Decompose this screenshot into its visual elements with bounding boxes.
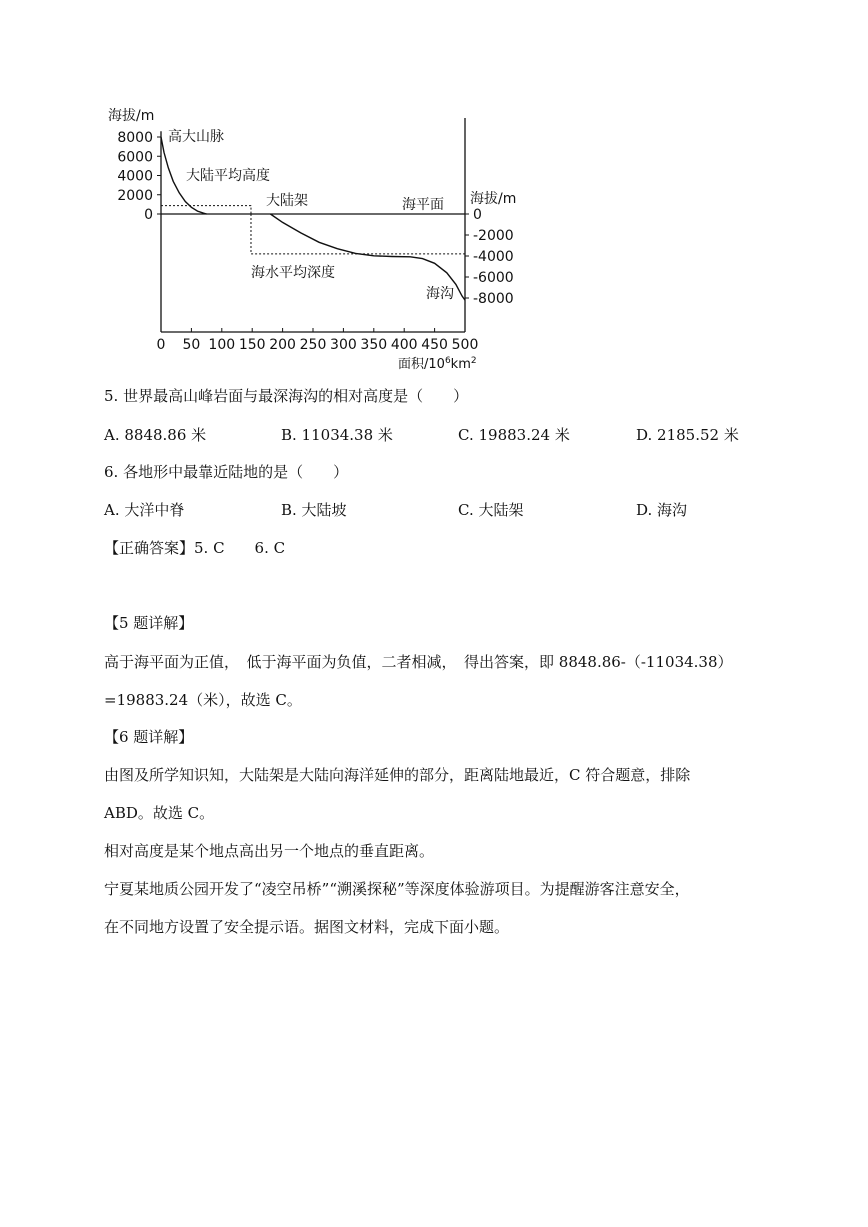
- q5-option-c: C. 19883.24 米: [458, 426, 570, 444]
- y-left-tick-label: 4000: [117, 168, 153, 185]
- y-left-tick-label: 0: [144, 207, 153, 223]
- q5-option-b: B. 11034.38 米: [281, 426, 393, 444]
- intro-line1: 宁夏某地质公园开发了“凌空吊桥”“溯溪探秘”等深度体验游项目。为提醒游客注意安全，: [104, 880, 690, 898]
- q6-option-b: B. 大陆坡: [281, 501, 347, 519]
- label-sea-level: 海平面: [402, 197, 444, 213]
- x-tick-label: 250: [299, 337, 327, 353]
- x-tick-label: 350: [360, 337, 388, 353]
- y-left-tick-label: 8000: [117, 130, 153, 146]
- q6-option-a: A. 大洋中脊: [104, 501, 185, 519]
- q6-option-d: D. 海沟: [636, 501, 688, 519]
- detail5-title: 【5 题详解】: [104, 614, 194, 632]
- detail6-line2: ABD。故选 C。: [104, 804, 215, 822]
- x-tick-label: 0: [156, 337, 166, 353]
- label-shelf: 大陆架: [266, 193, 308, 209]
- y-right-tick-label: -2000: [473, 228, 514, 244]
- label-trench: 海沟: [426, 286, 454, 302]
- x-tick-label: 300: [330, 337, 357, 353]
- elevation-chart-svg: [100, 100, 520, 380]
- x-tick-label: 450: [421, 337, 448, 353]
- y-right-tick-label: -6000: [473, 270, 514, 286]
- elevation-chart: [100, 100, 520, 380]
- y-left-label: 海拔/m: [108, 108, 155, 124]
- q5-option-a: A. 8848.86 米: [104, 426, 207, 444]
- y-right-tick-label: -4000: [473, 249, 514, 265]
- x-tick-label: 100: [208, 337, 236, 353]
- q5-stem: 5. 世界最高山峰岩面与最深海沟的相对高度是（ ）: [104, 387, 469, 405]
- q6-stem: 6. 各地形中最靠近陆地的是（ ）: [104, 463, 349, 481]
- x-axis-label: 面积$/10^6km^2$: [398, 356, 477, 372]
- y-right-tick-label: 0: [473, 207, 482, 223]
- detail5-line1: 高于海平面为正值， 低于海平面为负值，二者相减， 得出答案，即 8848.86-（-11034.38）: [104, 653, 733, 671]
- label-avg-land: 大陆平均高度: [186, 168, 270, 184]
- label-avg-sea: 海水平均深度: [251, 265, 335, 281]
- y-left-tick-label: 2000: [117, 187, 153, 204]
- x-tick-label: 500: [451, 337, 479, 353]
- x-tick-label: 50: [182, 337, 201, 353]
- detail5-line2: =19883.24（米），故选 C。: [104, 691, 302, 709]
- correct-answer: 【正确答案】5. C 6. C: [104, 539, 286, 557]
- detail6-line3: 相对高度是某个地点高出另一个地点的垂直距离。: [104, 842, 435, 860]
- y-left-tick-label: 6000: [117, 149, 153, 166]
- y-right-tick-label: -8000: [473, 291, 514, 307]
- q5-option-d: D. 2185.52 米: [636, 426, 739, 444]
- x-tick-label: 200: [269, 337, 296, 353]
- detail6-title: 【6 题详解】: [104, 728, 194, 746]
- avg-land-dotted: [161, 206, 251, 214]
- q6-option-c: C. 大陆架: [458, 501, 524, 519]
- avg-sea-dotted: [251, 214, 465, 254]
- x-tick-label: 150: [238, 337, 266, 353]
- detail6-line1: 由图及所学知识知，大陆架是大陆向海洋延伸的部分，距离陆地最近，C 符合题意，排除: [104, 766, 691, 784]
- label-mountains: 高大山脉: [168, 129, 224, 145]
- x-tick-label: 400: [390, 337, 418, 353]
- y-right-label: 海拔/m: [470, 191, 517, 207]
- intro-line2: 在不同地方设置了安全提示语。据图文材料，完成下面小题。: [104, 918, 510, 936]
